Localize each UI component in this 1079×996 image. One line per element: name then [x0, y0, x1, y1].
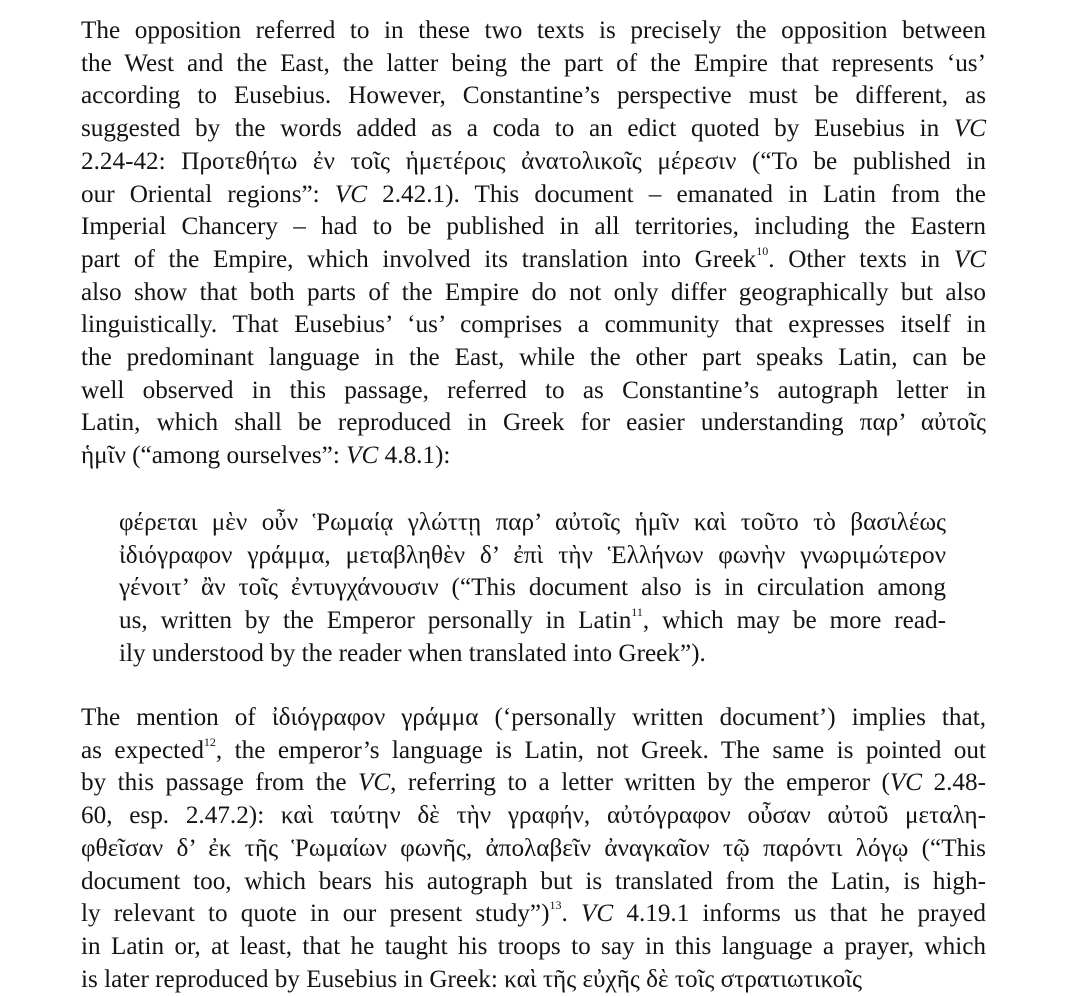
text-line: according to Eusebius. However, Constantine’s perspective must be different, as [81, 82, 986, 110]
text-line: φθεῖσαν δ’ ἐκ τῆς Ῥωμαίων φωνῆς, ἀπολαβεῖν ἀναγκαῖον τῷ παρόντι λόγῳ (“This [81, 834, 986, 862]
text-line: the predominant language in the East, while the other part speaks Latin, can be [81, 344, 986, 372]
text-line: is later reproduced by Eusebius in Greek: καὶ τῆς εὐχῆς δὲ τοῖς στρατιωτικοῖς [81, 965, 862, 993]
text-line: in Latin or, at least, that he taught his troops to say in this language a prayer, which [81, 932, 986, 960]
block-quote [119, 507, 1027, 671]
text-line: linguistically. That Eusebius’ ‘us’ comprises a community that expresses itself in [81, 311, 986, 339]
text-line: the West and the East, the latter being the part of the Empire that represents ‘us’ [81, 49, 986, 77]
text-line: our Oriental regions”: VC 2.42.1). This document – emanated in Latin from the [81, 180, 986, 208]
text-line: us, written by the Emperor personally in Latin$^{11}$, which may be more read- [119, 605, 946, 635]
text-line: as expected$^{12}$, the emperor’s language is Latin, not Greek. The same is pointed out [81, 734, 986, 764]
text-line: Latin, which shall be reproduced in Greek for easier understanding παρ’ αὐτοῖς [81, 409, 986, 437]
text-line: Imperial Chancery – had to be published in all territories, including the Eastern [81, 213, 986, 241]
text-line: The opposition referred to in these two texts is precisely the opposition between [81, 17, 986, 44]
text-line: ily understood by the reader when translated into Greek”). [119, 639, 706, 667]
text-line: ἰδιόγραφον γράμμα, μεταβληθὲν δ’ ἐπὶ τὴν Ἑλλήνων φωνὴν γνωριμώτερον [119, 541, 946, 569]
footnote-ref: 11 [631, 605, 643, 620]
text-line: The mention of ἰδιόγραφον γράμμα (‘personally written document’) implies that, [81, 704, 986, 731]
footnote-ref: 12 [203, 734, 216, 749]
text-line: ly relevant to quote in our present study”)$^{13}$. VC 4.19.1 informs us that he prayed [81, 898, 986, 928]
text-line: part of the Empire, which involved its translation into Greek$^{10}$. Other texts in VC [81, 243, 987, 273]
footnote-ref: 13 [549, 898, 562, 913]
text-line: 2.24-42: Προτεθήτω ἐν τοῖς ἡμετέροις ἀνατολικοῖς μέρεσιν (“To be published in [81, 147, 986, 175]
text-line: suggested by the words added as a coda to an edict quoted by Eusebius in VC [81, 115, 986, 143]
text-line: document too, which bears his autograph but is translated from the Latin, is high- [81, 867, 986, 895]
text-line: φέρεται μὲν οὖν Ῥωμαίᾳ γλώττῃ παρ’ αὐτοῖς ἡμῖν καὶ τοῦτο τὸ βασιλέως [119, 509, 946, 536]
paragraph-1 [81, 15, 986, 473]
text-line: by this passage from the VC, referring to a letter written by the emperor (VC 2.48- [81, 769, 987, 797]
paragraph-2 [81, 702, 986, 996]
text-line: also show that both parts of the Empire do not only differ geographically but also [81, 278, 986, 306]
text-line: γένοιτ’ ἂν τοῖς ἐντυγχάνουσιν (“This document also is in circulation among [119, 574, 946, 602]
text-line: well observed in this passage, referred to as Constantine’s autograph letter in [81, 376, 986, 404]
text-line: ἡμῖν (“among ourselves”: VC 4.8.1): [81, 442, 451, 470]
text-line: 60, esp. 2.47.2): καὶ ταύτην δὲ τὴν γραφήν, αὐτόγραφον οὖσαν αὐτοῦ μεταλη- [81, 802, 986, 830]
footnote-ref: 10 [756, 243, 769, 258]
